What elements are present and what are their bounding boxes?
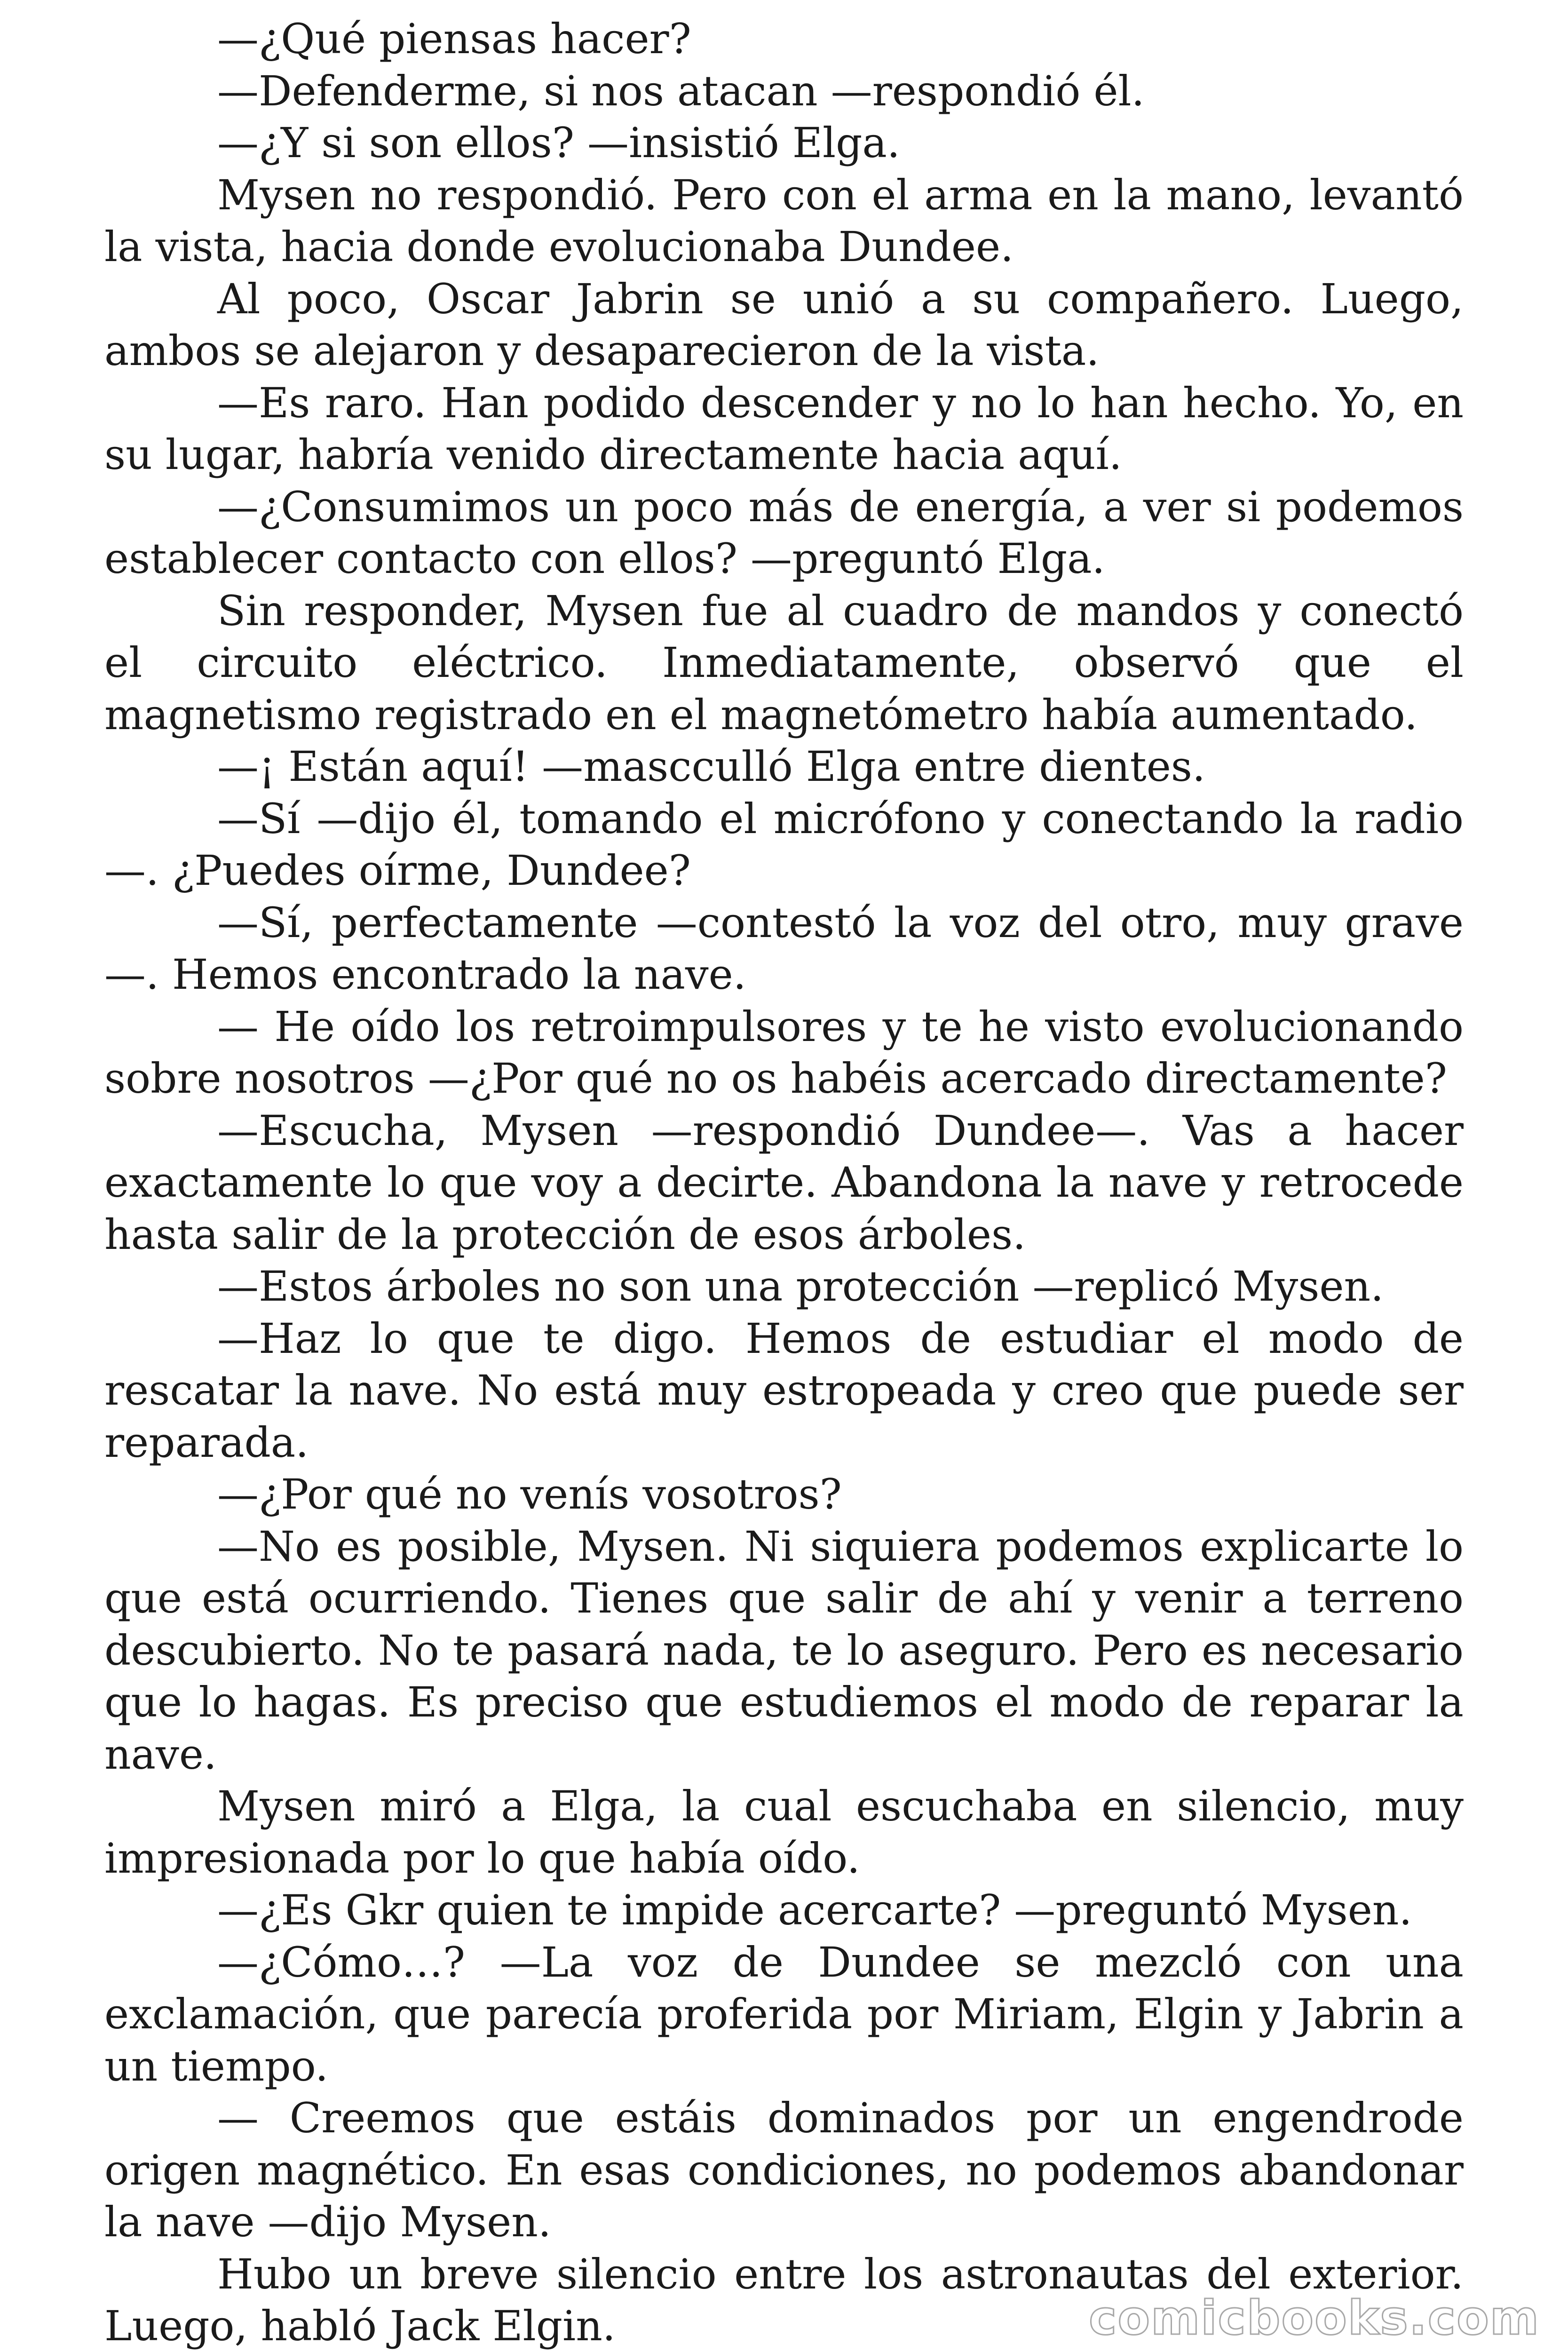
paragraph: —¿Es Gkr quien te impide acercarte? —preguntó Mysen. bbox=[217, 1886, 1412, 1934]
paragraph: — He oído los retroimpulsores y te he visto evolucionando sobre nosotros —¿Por qué no os habéis acercado directamente? bbox=[104, 1002, 1464, 1103]
paragraph: —¿Y si son ellos? —insistió Elga. bbox=[217, 119, 900, 167]
paragraph: Sin responder, Mysen fue al cuadro de mandos y conectó el circuito eléctrico. Inmediatamente, observó que el magnetismo registrado en el magnetómetro había aumentado. bbox=[104, 586, 1464, 739]
paragraph: —¿Consumimos un poco más de energía, a ver si podemos establecer contacto con ellos? —preguntó Elga. bbox=[104, 482, 1464, 583]
paragraph: —Haz lo que te digo. Hemos de estudiar el modo de rescatar la nave. No está muy estropeada y creo que puede ser reparada. bbox=[104, 1314, 1464, 1467]
paragraph: —Es raro. Han podido descender y no lo han hecho. Yo, en su lugar, habría venido directamente hacia aquí. bbox=[104, 378, 1464, 479]
paragraph: —¿Qué piensas hacer? bbox=[217, 15, 691, 63]
book-page-text bbox=[104, 13, 1464, 2352]
paragraph: —Sí —dijo él, tomando el micrófono y conectando la radio—. ¿Puedes oírme, Dundee? bbox=[104, 794, 1464, 895]
paragraph: —Defenderme, si nos atacan —respondió él. bbox=[217, 66, 1145, 115]
paragraph: —Estos árboles no son una protección —replicó Mysen. bbox=[217, 1262, 1384, 1311]
watermark-logo: comicbooks.com bbox=[1089, 2290, 1540, 2345]
paragraph: —¡ Están aquí! —mascculló Elga entre dientes. bbox=[217, 742, 1205, 791]
paragraph: —Escucha, Mysen —respondió Dundee—. Vas a hacer exactamente lo que voy a decirte. Abandona la nave y retrocede hasta salir de la protección de esos árboles. bbox=[104, 1106, 1464, 1259]
paragraph: —¿Por qué no venís vosotros? bbox=[217, 1470, 842, 1518]
paragraph: Mysen no respondió. Pero con el arma en la mano, levantó la vista, hacia donde evolucionaba Dundee. bbox=[104, 170, 1464, 271]
paragraph: Al poco, Oscar Jabrin se unió a su compañero. Luego, ambos se alejaron y desaparecieron de la vista. bbox=[104, 274, 1464, 375]
paragraph: —Sí, perfectamente —contestó la voz del otro, muy grave—. Hemos encontrado la nave. bbox=[104, 898, 1464, 999]
paragraph: Hubo un breve silencio entre los astronautas del exterior. Luego, habló Jack Elgin. bbox=[104, 2249, 1464, 2350]
paragraph: —¿Cómo…? —La voz de Dundee se mezcló con una exclamación, que parecía proferida por Miriam, Elgin y Jabrin a un tiempo. bbox=[104, 1938, 1464, 2090]
paragraph: —No es posible, Mysen. Ni siquiera podemos explicarte lo que está ocurriendo. Tienes que salir de ahí y venir a terreno descubierto. No te pasará nada, te lo aseguro. Pero es necesario que lo hagas. Es preciso que estudiemos el modo de reparar la nave. bbox=[104, 1522, 1464, 1779]
paragraph: — Creemos que estáis dominados por un engendrode origen magnético. En esas condiciones, no podemos abandonar la nave —dijo Mysen. bbox=[104, 2094, 1464, 2246]
paragraph: Mysen miró a Elga, la cual escuchaba en silencio, muy impresionada por lo que había oído. bbox=[104, 1782, 1464, 1883]
